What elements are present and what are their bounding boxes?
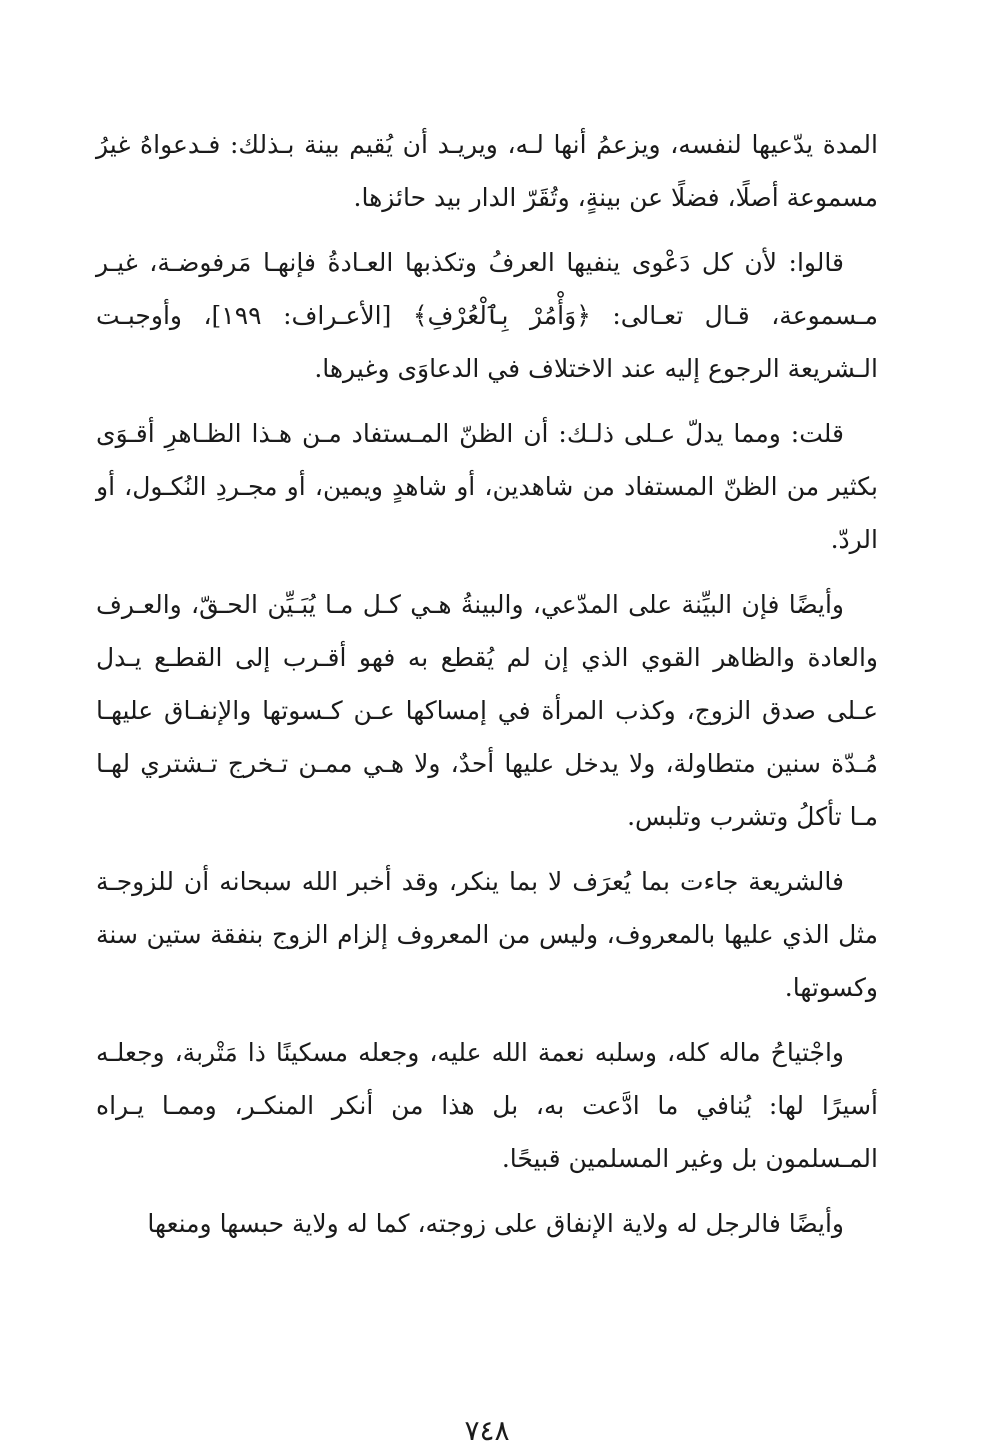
paragraph-4: وأيضًا فإن البيِّنة على المدّعي، والبينةُ هـي كـل مـا يُبَـيِّن الحـقّ، والعـرف والعادة والظاهر القوي الذي إن لم يُقطع به فهو أقـرب إلى القطـع يـدل عـلى صدق الزوج، وكذب المرأة في إمساكها عـن كـسوتها والإنفـاق عليهـا مُـدّة سنين متطاولة، ولا يدخل عليها أحدٌ، ولا هـي ممـن تـخرج تـشتري لهـا مـا تأكلُ وتشرب وتلبس.	[96, 590, 878, 831]
page-number: ٧٤٨	[464, 1414, 510, 1447]
paragraph-3: قلت: ومما يدلّ عـلى ذلـك: أن الظنّ المـستفاد مـن هـذا الظـاهرِ أقـوَى بكثير من الظنّ المستفاد من شاهدين، أو شاهدٍ ويمين، أو مجـردِ النُكـول، أو الردّ.	[96, 419, 878, 554]
paragraph-7: وأيضًا فالرجل له ولاية الإنفاق على زوجته، كما له ولاية حبسها ومنعها	[147, 1209, 844, 1238]
book-page	[96, 118, 878, 1447]
paragraph-1: المدة يدّعيها لنفسه، ويزعمُ أنها لـه، ويريـد أن يُقيم بينة بـذلك: فـدعواهُ غيرُ مسموعة أصلًا، فضلًا عن بينةٍ، وتُقَرّ الدار بيد حائزها.	[96, 130, 878, 212]
paragraph-2: قالوا: لأن كل دَعْوى ينفيها العرفُ وتكذبها العـادةُ فإنهـا مَرفوضـة، غيـر مـسموعة، قـال تعـالى: ﴿وَأْمُرْ بِٱلْعُرْفِ﴾ [الأعـراف: ١٩٩]، وأوجبـت الـشريعة الرجوع إليه عند الاختلاف في الدعاوَى وغيرها.	[96, 248, 878, 383]
paragraph-5: فالشريعة جاءت بما يُعرَف لا بما ينكر، وقد أخبر الله سبحانه أن للزوجـة مثل الذي عليها بالمعروف، وليس من المعروف إلزام الزوج بنفقة ستين سنة وكسوتها.	[96, 867, 878, 1002]
paragraph-6: واجْتياحُ ماله كله، وسلبه نعمة الله عليه، وجعله مسكينًا ذا مَتْربة، وجعلـه أسيرًا لها: يُنافي ما ادَّعت به، بل هذا من أنكر المنكـر، وممـا يـراه المـسلمون بل وغير المسلمين قبيحًا.	[96, 1038, 878, 1173]
